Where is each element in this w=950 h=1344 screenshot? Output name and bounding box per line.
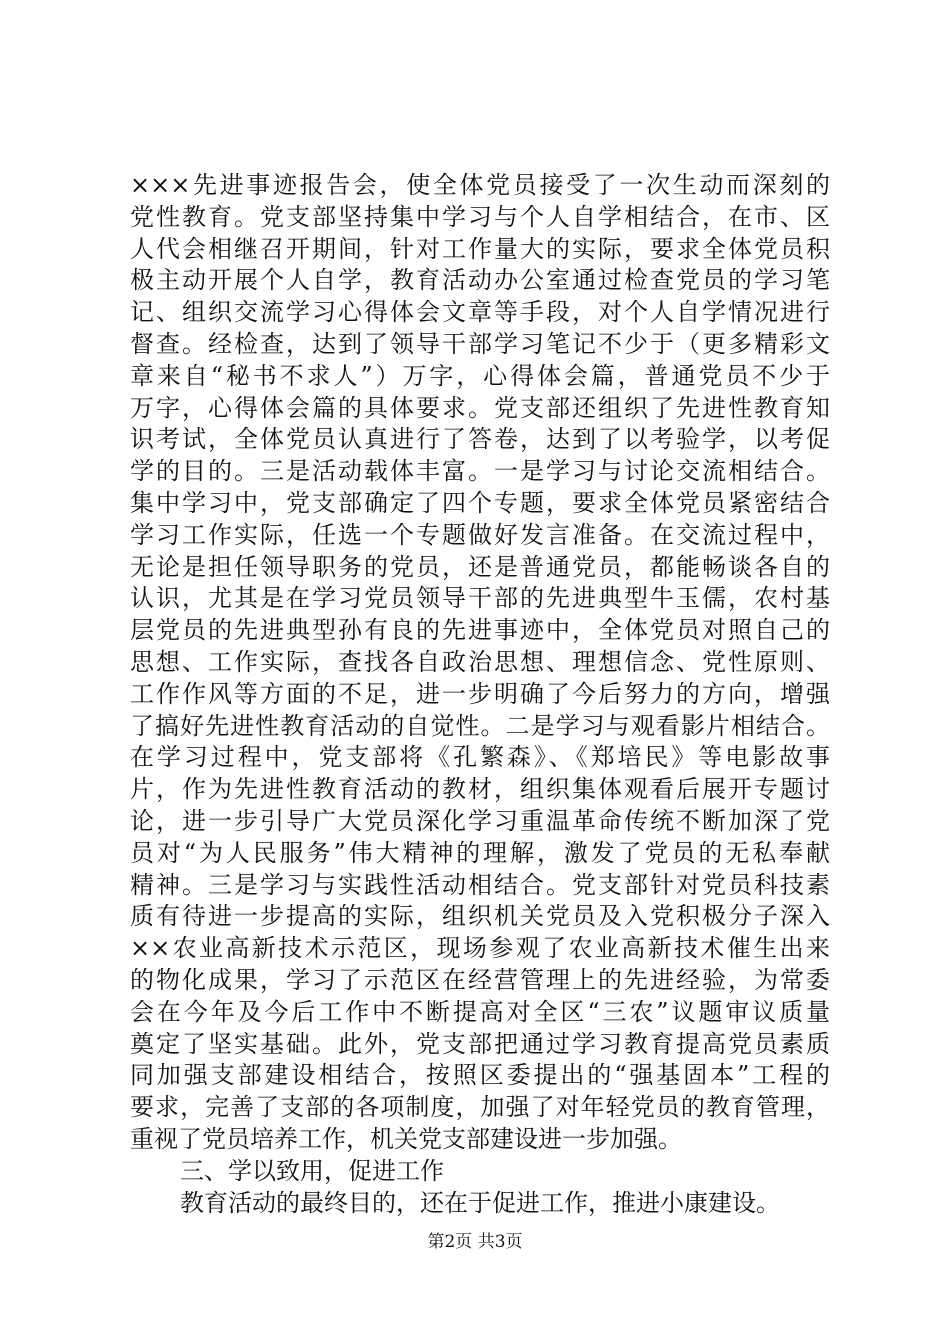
text-line: 无论是担任领导职务的党员，还是普通党员，都能畅谈各自的: [130, 552, 830, 581]
body-text: [130, 170, 830, 1219]
text-line: 党性教育。党支部坚持集中学习与个人自学相结合，在市、区: [130, 202, 830, 231]
text-line: 学的目的。三是活动载体丰富。一是学习与讨论交流相结合。: [130, 457, 830, 486]
text-line: 了搞好先进性教育活动的自觉性。二是学习与观看影片相结合。: [130, 711, 830, 740]
text-line: 三、学以致用，促进工作: [180, 1156, 444, 1185]
text-line: 记、组织交流学习心得体会文章等手段，对个人自学情况进行: [130, 298, 830, 327]
text-line: 重视了党员培养工作，机关党支部建设进一步加强。: [130, 1124, 682, 1153]
text-line: 层党员的先进典型孙有良的先进事迹中，全体党员对照自己的: [130, 616, 830, 645]
text-line: 要求，完善了支部的各项制度，加强了对年轻党员的教育管理，: [130, 1093, 830, 1122]
text-line: 章来自“秘书不求人”）万字，心得体会篇，普通党员不少于: [130, 361, 830, 390]
text-line: 人代会相继召开期间，针对工作量大的实际，要求全体党员积: [130, 234, 830, 263]
text-line: 质有待进一步提高的实际，组织机关党员及入党积极分子深入: [130, 902, 830, 931]
text-line: ×××先进事迹报告会，使全体党员接受了一次生动而深刻的: [130, 171, 830, 199]
text-line: 奠定了坚实基础。此外，党支部把通过学习教育提高党员素质: [130, 1029, 830, 1058]
text-line: 同加强支部建设相结合，按照区委提出的“强基固本”工程的: [130, 1061, 830, 1090]
text-line: 极主动开展个人自学，教育活动办公室通过检查党员的学习笔: [130, 266, 830, 295]
text-line: 教育活动的最终目的，还在于促进工作，推进小康建设。: [180, 1188, 780, 1217]
text-line: 识考试，全体党员认真进行了答卷，达到了以考验学，以考促: [130, 425, 830, 454]
text-line: 工作作风等方面的不足，进一步明确了今后努力的方向，增强: [130, 679, 830, 708]
text-line: 精神。三是学习与实践性活动相结合。党支部针对党员科技素: [130, 870, 830, 899]
text-line: 论，进一步引导广大党员深化学习重温革命传统不断加深了党: [130, 806, 830, 835]
text-line: 的物化成果，学习了示范区在经营管理上的先进经验，为常委: [130, 965, 830, 994]
text-line: 学习工作实际，任选一个专题做好发言准备。在交流过程中，: [130, 520, 830, 549]
text-line: 督查。经检查，达到了领导干部学习笔记不少于（更多精彩文: [130, 329, 830, 358]
text-line: 集中学习中，党支部确定了四个专题，要求全体党员紧密结合: [130, 488, 830, 517]
text-line: 认识，尤其是在学习党员领导干部的先进典型牛玉儒，农村基: [130, 584, 830, 613]
text-line: 在学习过程中，党支部将《孔繁森》、《郑培民》等电影故事: [130, 743, 830, 772]
page-footer: 第2页 共3页: [427, 1232, 523, 1252]
text-line: 万字，心得体会篇的具体要求。党支部还组织了先进性教育知: [130, 393, 830, 422]
text-line: 思想、工作实际，查找各自政治思想、理想信念、党性原则、: [130, 647, 830, 676]
text-line: 员对“为人民服务”伟大精神的理解，激发了党员的无私奉献: [130, 838, 830, 867]
text-line: 片，作为先进性教育活动的教材，组织集体观看后展开专题讨: [130, 775, 830, 804]
text-line: 会在今年及今后工作中不断提高对全区“三农”议题审议质量: [130, 997, 830, 1026]
text-line: ××农业高新技术示范区，现场参观了农业高新技术催生出来: [130, 934, 830, 963]
